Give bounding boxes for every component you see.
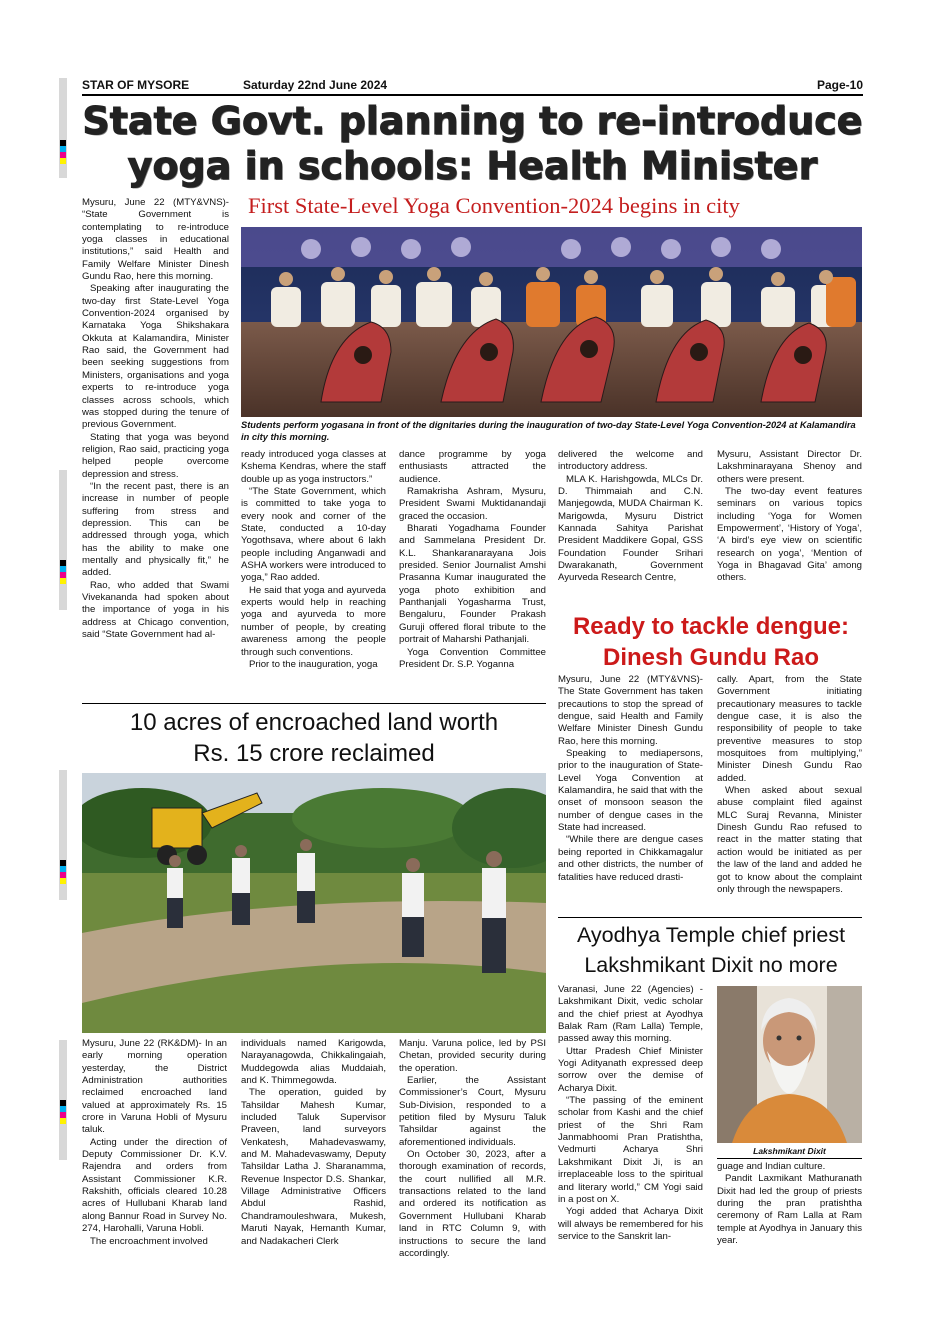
paragraph: Pandit Laxmikant Mathuranath Dixit had led the group of priests during the pran pratishtha ceremony of Ram Lalla at Ram temple at Ayodhya in January this year. [717, 1173, 862, 1247]
land-headline-line2: Rs. 15 crore reclaimed [193, 740, 435, 767]
issue-date: Saturday 22nd June 2024 [243, 78, 388, 92]
paragraph: Earlier, the Assistant Commissioner’s Court, Mysuru Sub-Division, responded to a petition filed by Mysuru Taluk Tahsildar against the aforementioned individuals. [399, 1075, 546, 1148]
paragraph: delivered the welcome and introductory address. [558, 449, 703, 473]
priest-photo-caption: Lakshmikant Dixit [753, 1146, 826, 1156]
paragraph: “The passing of the eminent scholar from Kashi and the chief priest of the Shri Ram Janmabhoomi Pran Pratishtha, Vedmurti Acharya Shri Lakshmikant Dixit Ji, is an irreplaceable loss to the spiritual and literary world,” CM Yogi said in a post on X. [558, 1095, 703, 1205]
paragraph: Mysuru, June 22 (RK&DM)- In an early morning operation yesterday, the District Administration authorities reclaimed encroached land valued at approximately Rs. 15 crore in Varuna Hobli of Mysuru taluk. [82, 1038, 227, 1136]
yoga-photo-caption: Students perform yogasana in front of the dignitaries during the inauguration of two-day State-Level Yoga Convention-2024 at Kalamandira in city this morning. [241, 420, 856, 442]
dengue-col-2 [717, 674, 862, 914]
paragraph: He said that yoga and ayurveda experts would help in reaching yoga and ayurveda to more number of people, by creating awareness among the people through such conventions. [241, 584, 386, 658]
registration-marks-bottom [60, 1100, 66, 1124]
paper-name: STAR OF MYSORE [82, 78, 190, 92]
caption-rule [717, 1158, 862, 1159]
paragraph: Yogi added that Acharya Dixit will always be remembered for his service to the Sanskrit lan- [558, 1206, 703, 1242]
land-reclamation-image [82, 773, 546, 1033]
yoga-photo [241, 227, 862, 417]
priest-photo [717, 986, 862, 1143]
yoga-col-5 [717, 449, 862, 609]
registration-marks-mid2 [60, 860, 66, 884]
yoga-headline-line2: yoga in schools: Health Minister [127, 144, 818, 188]
paragraph: Yoga Convention Committee President Dr. S.P. Yoganna [399, 646, 546, 670]
yoga-col-2 [241, 449, 386, 699]
paragraph: The encroachment involved [90, 1235, 208, 1247]
paragraph: Varanasi, June 22 (Agencies) - Lakshmikant Dixit, vedic scholar and the chief priest at Ayodhya Balak Ram (Ram Lalla) Temple, passed away this morning. [558, 984, 703, 1045]
yoga-subhead: First State-Level Yoga Convention-2024 begins in city [248, 193, 740, 218]
yoga-col-4 [558, 449, 703, 609]
paragraph: individuals named Karigowda, Narayanagowda, Chikkalingaiah, Muddegowda alias Muddaiah, and K. Thimmegowda. [241, 1038, 386, 1087]
land-col-1 [82, 1038, 227, 1263]
yoga-headline-line1: State Govt. planning to re-introduce [82, 99, 863, 143]
paragraph: Mysuru, Assistant Director Dr. Lakshminarayana Shenoy and others were present. [717, 449, 862, 485]
land-col-3 [399, 1038, 546, 1263]
dengue-headline-line1: Ready to tackle dengue: [572, 613, 850, 640]
paragraph: When asked about sexual abuse complaint filed against MLC Suraj Revanna, Minister Dinesh Gundu Rao refused to react in the matter stating that action would be initiated as per the law of the land and added he got to know about the complaint only through the newspapers. [717, 785, 862, 895]
land-headline-line1: 10 acres of encroached land worth [129, 709, 499, 736]
paragraph: Rao, who added that Swami Vivekananda had spoken about the importance of yoga in his address at Chicago convention, said “State Government had al- [82, 579, 229, 641]
paragraph: “In the recent past, there is an increase in number of people suffering from stress and depression. This can be addressed through yoga, which has the ability to make one mentally and physically fit,” he added. [82, 480, 229, 579]
paragraph: Uttar Pradesh Chief Minister Yogi Adityanath expressed deep sorrow over the demise of Acharya Dixit. [558, 1045, 703, 1094]
registration-marks-top [60, 140, 66, 164]
yoga-col-3 [399, 449, 546, 699]
paragraph: Stating that yoga was beyond religion, Rao said, practicing yoga helped people overcome depression and stress. [82, 431, 229, 480]
paragraph: cally. Apart, from the State Government initiating precautionary measures to tackle dengue case, it is also the responsibility of people to take preventive measures to stop mosquitoes from multiplying,” Minister Dinesh Gundu Rao added. [717, 674, 862, 784]
registration-marks-mid1 [60, 560, 66, 584]
paragraph: Speaking to mediapersons, prior to the inauguration of State-Level Yoga Convention at Kalamandira, he said that with the onset of monsoon season the number of dengue cases in the State had increased. [558, 748, 703, 834]
priest-col-1 [558, 984, 703, 1266]
paragraph: The two-day event features seminars on various topics including ‘Yoga for Women Empowerment’, ‘History of Yoga’, ‘A bird’s eye view on scientific research on yoga’, ‘Mention of Yoga in Bhagavad Gita’ among others. [717, 486, 862, 584]
yoga-performance-image [241, 227, 862, 417]
paragraph: Prior to the inauguration, yoga [249, 658, 378, 670]
paragraph: guage and Indian culture. [717, 1161, 826, 1172]
priest-headline-line1: Ayodhya Temple chief priest [576, 923, 846, 947]
paragraph: dance programme by yoga enthusiasts attracted the audience. [399, 449, 546, 485]
yoga-col-1 [82, 197, 229, 691]
priest-portrait-image [717, 986, 862, 1143]
paragraph: “The State Government, which is committed to take yoga to every nook and corner of the State, conducted a 10-day Yogothsava, where about 6 lakh people including Anganwadi and ASHA workers were introduced to yoga,” Rao added. [241, 486, 386, 584]
header-rule [82, 94, 863, 96]
paragraph: Ramakrisha Ashram, Mysuru, President Swami Muktidanandaji graced the occasion. [399, 486, 546, 522]
paragraph: Acting under the direction of Deputy Commissioner Dr. K.V. Rajendra and orders from Assistant Commissioner K.R. Rakshith, officials cleared 10.28 acres of Hullubani Kharab land along Bannur Road in Survey No. 274, Harohalli, Varuna Hobli. [82, 1136, 227, 1235]
paragraph: Mysuru, June 22 (MTY&VNS)- “State Government is contemplating to re-introduce yoga classes in educational institutions,” said Health and Family Welfare Minister Dinesh Gundu Rao, here this morning. [82, 197, 229, 283]
print-margin-bar [59, 470, 67, 610]
priest-col-2 [717, 1161, 862, 1266]
paragraph: The operation, guided by Tahsildar Mahesh Kumar, included Taluk Supervisor Praveen, land surveyors Venkatesh, Mahadevaswamy, and M. Mahadevaswamy, Deputy Tahsildar Latha J. Sharanamma, Revenue Inspector D.S. Shankar, Village Administrative Officers Abdul Rashid, Chandramouleshwara, Mukesh, Maruti Nayak, Hemanth Kumar, and Nadakacheri Clerk [241, 1087, 386, 1247]
paragraph: MLA K. Harishgowda, MLCs Dr. D. Thimmaiah and C.N. Manjegowda, MUDA Chairman K. Marigowda, Mysuru District Kannada Sahitya Parishat President Maddikere Gopal, GSS Foundation Founder Srihari Dwarakanath, Government Ayurveda Research Centre, [558, 473, 703, 584]
paragraph: Manju. Varuna police, led by PSI Chetan, provided security during the operation. [399, 1038, 546, 1074]
paragraph: ready introduced yoga classes at Kshema Kendras, where the staff double up as yoga instructors.” [241, 449, 386, 485]
section-divider [82, 703, 546, 704]
paragraph: Mysuru, June 22 (MTY&VNS)- The State Government has taken precautions to stop the spread of dengue, said Health and Family Welfare Minister Dinesh Gundu Rao, here this morning. [558, 674, 703, 747]
paragraph: “While there are dengue cases being reported in Chikkamagalur and other districts, the number of fatalities have reduced drasti- [558, 834, 703, 883]
section-divider [558, 917, 862, 918]
dengue-col-1 [558, 674, 703, 914]
land-photo [82, 773, 546, 1033]
paragraph: Speaking after inaugurating the two-day first State-Level Yoga Convention-2024 organised by Karnataka Yoga Shikshakara Okkuta at Kalamandira, Minister Rao said, the Government had been seeking suggestions from Ministers, organisations and yoga experts to re-introduce yoga classes across schools, which was stopped during the tenure of previous Government. [82, 283, 229, 431]
priest-headline-line2: Lakshmikant Dixit no more [584, 953, 838, 977]
land-col-2 [241, 1038, 386, 1263]
paragraph: Bharati Yogadhama Founder and Sammelana President Dr. K.L. Shankaranarayana Jois presided. Senior Journalist Amshi Prasanna Kumar inaugurated the yoga photo exhibition and Panthanjali Yogasharma Trust, Bengaluru, Founder Prakash Guruji offered floral tribute to the portrait of Maharshi Pathanjali. [399, 523, 546, 646]
paragraph: On October 30, 2023, after a thorough examination of records, the court nullified all M.R. transactions related to the land and ordered its notification as Government Hullubani Kharab land in RTC Column 9, with instructions to secure the land accordingly. [399, 1149, 546, 1259]
page-number: Page-10 [816, 78, 863, 92]
dengue-headline-line2: Dinesh Gundu Rao [603, 644, 819, 671]
